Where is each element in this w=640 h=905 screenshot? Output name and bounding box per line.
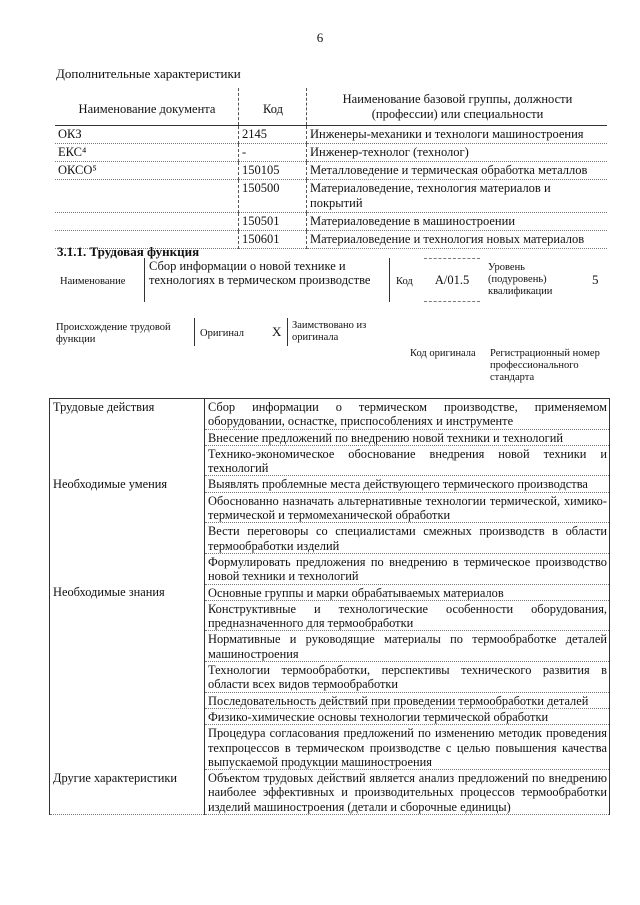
table-row: [55, 213, 607, 231]
reg-number-label: Регистрационный номер профессионального стандарта: [490, 348, 600, 383]
table-row: [50, 584, 610, 600]
table-row: [55, 126, 607, 144]
function-heading: 3.1.1. Трудовая функция: [57, 244, 200, 259]
function-name-value: Сбор информации о новой технике и технологиях в термическом производстве: [144, 258, 390, 302]
table-header-row: [55, 88, 607, 126]
name-label: Наименование: [60, 276, 126, 287]
cell-doc: ОКЗ: [55, 126, 239, 144]
list-item: Нормативные и руководящие материалы по термообработке деталей машиностроения: [205, 631, 610, 662]
table-row: [55, 180, 607, 213]
category-other: Другие характеристики: [50, 770, 205, 815]
origin-checkmark: X: [272, 324, 282, 339]
list-item: Обоснованно назначать альтернативные технологии термической, химико-термической и термомеханической обработки: [205, 492, 610, 523]
origin-value: Оригинал: [200, 328, 244, 339]
col-header-code: Код: [239, 88, 307, 126]
cell-code: 150105: [239, 162, 307, 180]
col-header-group: Наименование базовой группы, должности (профессии) или специальности: [307, 88, 608, 126]
cell-name: Материаловедение в машиностроении: [307, 213, 608, 231]
cell-doc: [55, 213, 239, 231]
list-item: Объектом трудовых действий является анализ предложений по внедрению наиболее эффективных и производительных процессов термообработки изделий машиностроения (детали и сборочные единицы): [205, 770, 610, 815]
function-code-value: А/01.5: [424, 258, 480, 302]
col-header-document: Наименование документа: [55, 88, 239, 126]
additional-characteristics-table: [55, 88, 607, 249]
list-item: Последовательность действий при проведении термообработки деталей: [205, 692, 610, 708]
table-row: [50, 770, 610, 815]
origin-code-label: Код оригинала: [410, 348, 476, 359]
cell-name: Инженеры-механики и технологи машиностроения: [307, 126, 608, 144]
list-item: Внесение предложений по внедрению новой техники и технологий: [205, 429, 610, 445]
cell-doc: ЕКС⁴: [55, 144, 239, 162]
cell-name: Инженер-технолог (технолог): [307, 144, 608, 162]
list-item: Формулировать предложения по внедрению в термическое производство новой техники и технологий: [205, 553, 610, 584]
cell-code: 2145: [239, 126, 307, 144]
function-details-table: [49, 398, 610, 815]
code-label: Код: [396, 276, 413, 287]
cell-code: 150601: [239, 231, 307, 249]
table-row: [55, 162, 607, 180]
level-label: Уровень (подуровень) квалификации: [488, 262, 553, 297]
list-item: Выявлять проблемные места действующего термического производства: [205, 476, 610, 492]
list-item: Основные группы и марки обрабатываемых материалов: [205, 584, 610, 600]
list-item: Технико-экономическое обоснование внедрения новой техники и технологий: [205, 445, 610, 476]
cell-code: -: [239, 144, 307, 162]
table-row: [55, 144, 607, 162]
cell-code: 150500: [239, 180, 307, 213]
list-item: Вести переговоры со специалистами смежных производств в области термообработки изделий: [205, 523, 610, 554]
borrowed-label: Заимствовано из оригинала: [292, 320, 367, 343]
list-item: Конструктивные и технологические особенности оборудования, предназначенного для термообработки: [205, 600, 610, 631]
list-item: Процедура согласования предложений по изменению методик проведения техпроцессов в термическом производстве с целью повышения качества выпускаемой продукции машиностроения: [205, 725, 610, 770]
origin-label: Происхождение трудовой функции: [56, 322, 171, 345]
table-row: [50, 399, 610, 430]
cell-doc: ОКСО⁵: [55, 162, 239, 180]
list-item: Технологии термообработки, перспективы технического развития в области всех видов термообработки: [205, 662, 610, 693]
category-required-skills: Необходимые умения: [50, 476, 205, 584]
section-heading-additional: Дополнительные характеристики: [56, 66, 241, 81]
list-item: Сбор информации о термическом производстве, применяемом оборудовании, оснастке, приспособлениях и инструменте: [205, 399, 610, 430]
category-required-knowledge: Необходимые знания: [50, 584, 205, 770]
table-row: [50, 476, 610, 492]
level-value: 5: [592, 272, 599, 287]
cell-name: Металловедение и термическая обработка металлов: [307, 162, 608, 180]
cell-name: Материаловедение и технология новых материалов: [307, 231, 608, 249]
cell-code: 150501: [239, 213, 307, 231]
cell-doc: [55, 180, 239, 213]
cell-name: Материаловедение, технология материалов и покрытий: [307, 180, 608, 213]
page-number: 6: [316, 30, 324, 45]
category-labor-actions: Трудовые действия: [50, 399, 205, 476]
list-item: Физико-химические основы технологии термической обработки: [205, 708, 610, 724]
